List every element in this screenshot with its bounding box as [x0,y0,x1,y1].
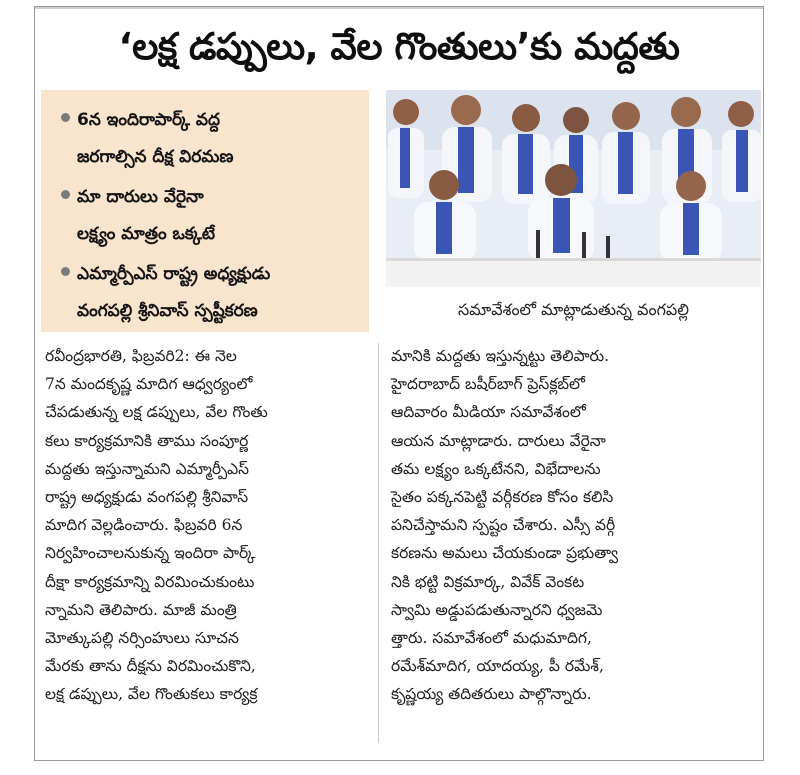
press-table [386,258,761,287]
microphone-icon [536,230,540,260]
highlight-item [61,256,361,330]
article-line: మాదిగ వెల్లడించారు. ఫిబ్రవరి 6న [45,516,243,535]
highlight-line: లక్ష్యం మాత్రం ఒక్కటే [77,224,215,244]
bullet-icon [61,267,70,276]
microphone-icon [582,232,586,260]
article-line: నికి భట్టి విక్రమార్క, వివేక్ వెంకట [391,572,585,591]
bullet-icon [61,190,70,199]
news-clipping [34,6,764,761]
highlight-line: 6న ఇందిరాపార్క్ వద్ద [77,110,221,130]
article-line: కృష్ణయ్య తదితరులు పాల్గొన్నారు. [391,685,592,704]
highlight-item [61,179,361,253]
highlight-line: మా దారులు వేరైనా [77,187,204,207]
highlight-item [61,102,361,176]
highlight-line: వంగపల్లి శ్రీనివాస్ స్పష్టీకరణ [77,301,258,321]
top-rule [35,7,763,9]
article-line: మేరకు తాను దీక్షను విరమించుకొని, [45,657,256,676]
article-line: దీక్షా కార్యక్రమాన్ని విరమించుకుంటు [45,572,255,591]
article-line: రమేశ్‌మాదిగ, యాదయ్య, పీ రమేశ్, [391,657,604,676]
article-line: 7న మందకృష్ణ మాదిగ ఆధ్వర్యంలో [45,375,253,394]
photo-caption: సమావేశంలో మాట్లాడుతున్న వంగపల్లి [457,300,690,319]
article-line: సైతం పక్కనపెట్టి వర్గీకరణ కోసం కలిసి [391,488,614,507]
article-line: ఆయన మాట్లాడారు. దారులు వేరైనా [391,431,606,450]
article-column-left [45,342,367,709]
article-line: పనిచేస్తామని స్పష్టం చేశారు. ఎస్సీ వర్గీ [391,516,616,535]
article-line: మద్దతు ఇస్తున్నామని ఎమ్మార్పీఎస్ [45,459,250,478]
article-line: కలు కార్యక్రమానికి తాము సంపూర్ణ [45,431,249,450]
article-line: న్నామని తెలిపారు. మాజీ మంత్రి [45,600,237,619]
bullet-icon [61,113,70,122]
headline: ‘లక్ష డప్పులు, వేల గొంతులు’కు మద్దతు [118,25,680,68]
press-meet-photo-illustration [386,90,761,287]
highlights-box [41,90,369,332]
article-line: రాష్ట్ర అధ్యక్షుడు వంగపల్లి శ్రీనివాస్ [45,488,249,507]
article-line: నిర్వహించాలనుకున్న ఇందిరా పార్క్ [45,544,256,563]
article-line: రవీంద్రభారతి, ఫిబ్రవరి2: ఈ నెల [45,347,237,365]
highlight-line: ఎమ్మార్పీఎస్ రాష్ట్ర అధ్యక్షుడు [77,264,271,284]
article-line: కరణను అమలు చేయకుండా ప్రభుత్వా [391,544,619,563]
highlight-line: జరగాల్సిన దీక్ష విరమణ [77,147,234,167]
press-meet-photo [386,90,761,287]
article-line: ఆదివారం మీడియా సమావేశంలో [391,403,586,422]
article-line: మానికి మద్దతు ఇస్తున్నట్టు తెలిపారు. [391,347,610,365]
article-column-right [391,342,743,709]
article-line: హైదరాబాద్ బషీర్‌బాగ్ ప్రెస్‌క్లబ్‌లో [391,375,585,394]
article-line: చేపడుతున్న లక్ష డప్పులు, వేల గొంతు [45,403,268,422]
column-divider [378,343,379,743]
article-line: స్వామి అడ్డుపడుతున్నారని ధ్వజమె [391,600,603,619]
article-line: మోత్కుపల్లి నర్సింహులు సూచన [45,629,239,648]
person-figure [388,99,424,198]
article-line: లక్ష డప్పులు, వేల గొంతుకలు కార్యక్ర [45,685,258,704]
article-line: త్తారు. సమావేశంలో మధుమాదిగ, [391,629,592,648]
microphone-icon [606,236,610,260]
article-line: తమ లక్ష్యం ఒక్కటేనని, విభేదాలను [391,459,601,478]
